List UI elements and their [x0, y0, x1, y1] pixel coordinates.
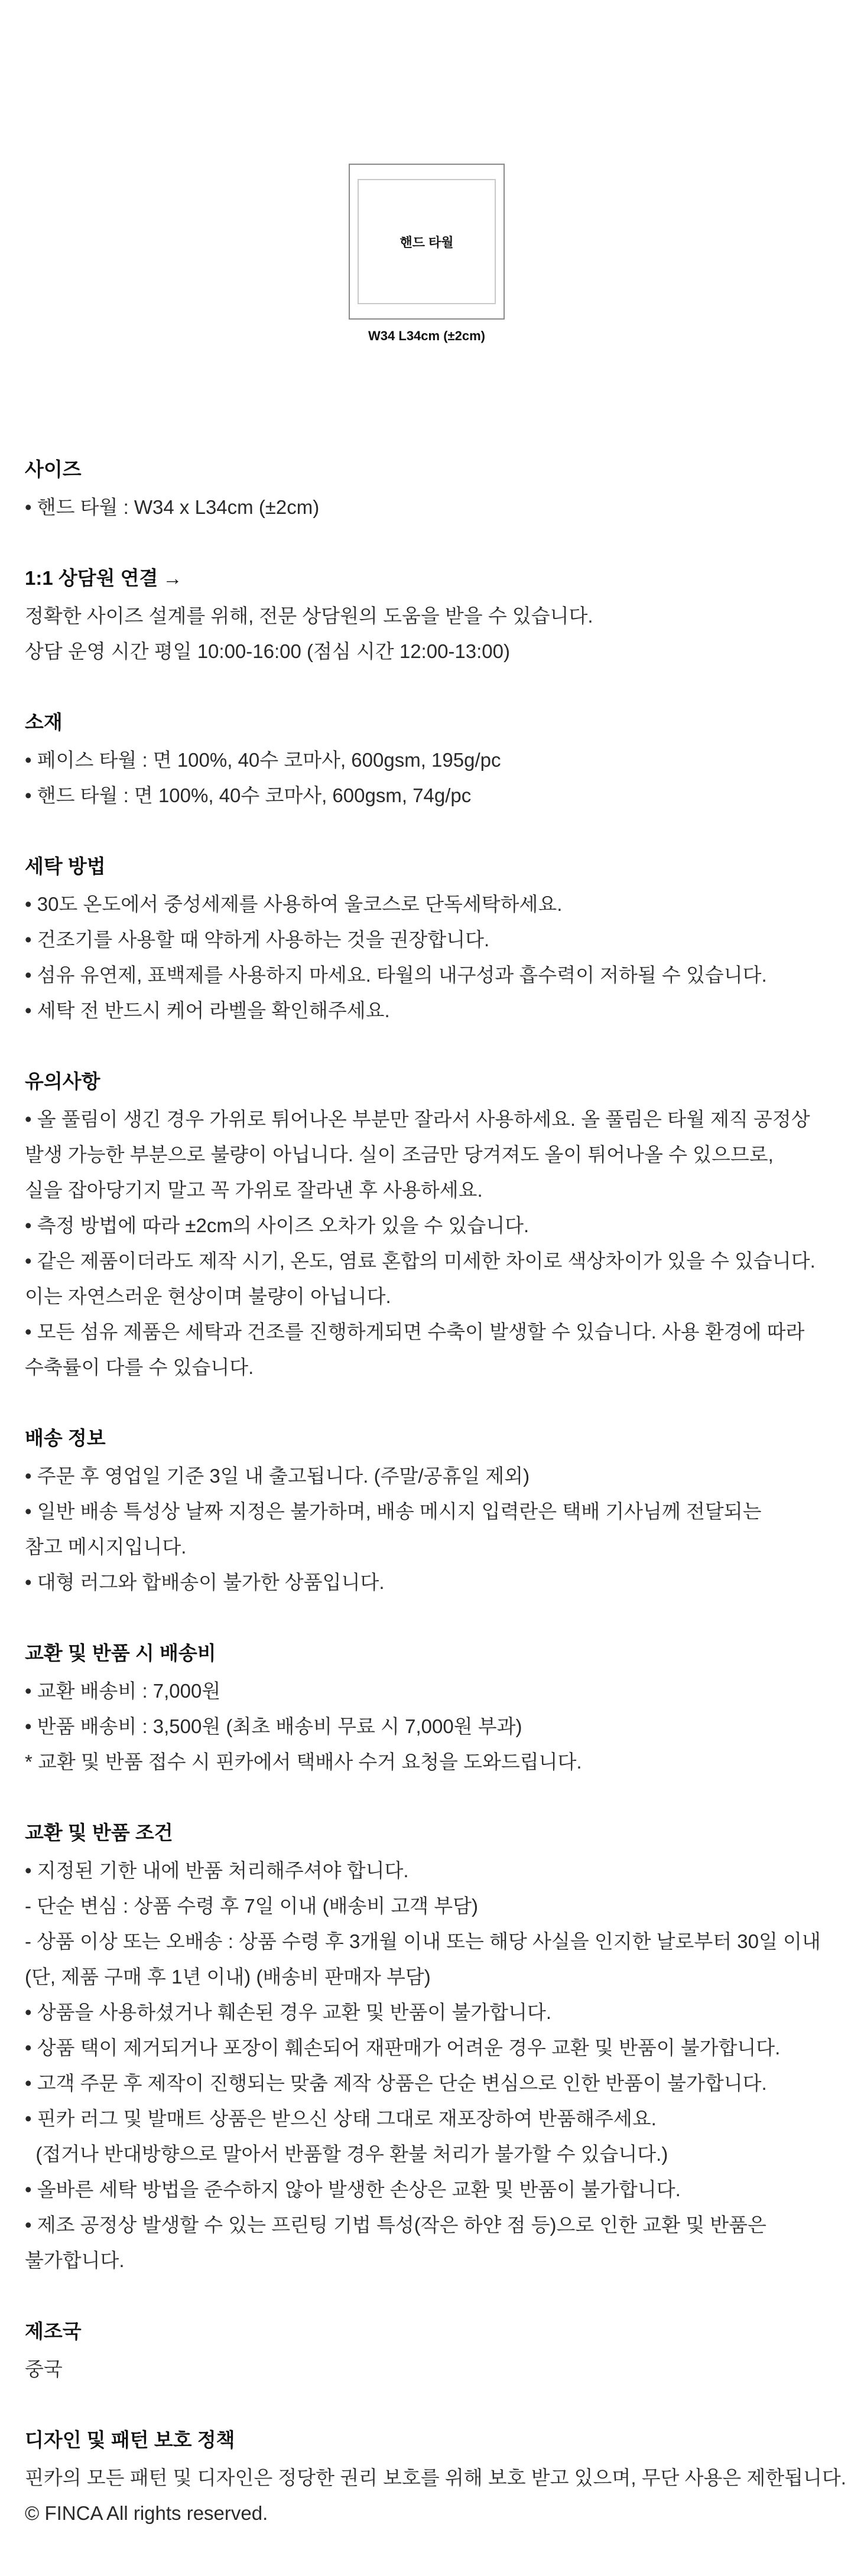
consult-link[interactable]: [25, 561, 829, 596]
return-condition-line: • 올바른 세탁 방법을 준수하지 않아 발생한 손상은 교환 및 반품이 불가합니다.: [25, 2178, 681, 2200]
return-condition-line: • 고객 주문 후 제작이 진행되는 맞춤 제작 상품은 단순 변심으로 인한 반품이 불가합니다.: [25, 2072, 767, 2094]
return-condition-line: • 핀카 러그 및 발매트 상품은 받으신 상태 그대로 재포장하여 반품해주세요.: [25, 2108, 657, 2129]
diagram-label: 핸드 타월: [399, 235, 454, 250]
washing-line: • 30도 온도에서 중성세제를 사용하여 울코스로 단독세탁하세요.: [25, 893, 563, 915]
return-condition-line: - 단순 변심 : 상품 수령 후 7일 이내 (배송비 고객 부담): [25, 1895, 479, 1917]
section-shipping: [25, 1421, 829, 1600]
copyright-line: © FINCA All rights reserved.: [25, 2502, 268, 2524]
return-condition-line: • 상품 택이 제거되거나 포장이 훼손되어 재판매가 어려운 경우 교환 및 반품이 불가합니다.: [25, 2037, 781, 2059]
return-condition-line: • 제조 공정상 발생할 수 있는 프린팅 기법 특성(작은 하얀 점 등)으로 인한 교환 및 반품은: [25, 2214, 766, 2236]
section-return-fee: [25, 1636, 829, 1780]
design-policy-line: 핀카의 모든 패턴 및 디자인은 정당한 권리 보호를 위해 보호 받고 있으며, 무단 사용은 제한됩니다.: [25, 2467, 846, 2489]
size-line: • 핸드 타월 : W34 x L34cm (±2cm): [25, 496, 320, 518]
return-fee-line: • 반품 배송비 : 3,500원 (최초 배송비 무료 시 7,000원 부과): [25, 1715, 522, 1737]
shipping-line: 참고 메시지입니다.: [25, 1536, 187, 1558]
return-fee-line: • 교환 배송비 : 7,000원: [25, 1680, 221, 1702]
return-fee-line: * 교환 및 반품 접수 시 핀카에서 택배사 수거 요청을 도와드립니다.: [25, 1751, 582, 1773]
section-material: [25, 705, 829, 813]
return-condition-line: (단, 제품 구매 후 1년 이내) (배송비 판매자 부담): [25, 1966, 431, 1988]
washing-line: • 섬유 유연제, 표백제를 사용하지 마세요. 타월의 내구성과 흡수력이 저하될 수 있습니다.: [25, 964, 767, 986]
section-title-origin: 제조국: [25, 2320, 82, 2342]
caution-line: 이는 자연스러운 현상이며 불량이 아닙니다.: [25, 1285, 391, 1307]
return-condition-line: - 상품 이상 또는 오배송 : 상품 수령 후 3개월 이내 또는 해당 사실을 인지한 날로부터 30일 이내: [25, 1930, 821, 1952]
section-title-shipping: 배송 정보: [25, 1427, 106, 1449]
consult-line: 상담 운영 시간 평일 10:00-16:00 (점심 시간 12:00-13:00): [25, 640, 510, 662]
shipping-line: • 일반 배송 특성상 날짜 지정은 불가하며, 배송 메시지 입력란은 택배 기사님께 전달되는: [25, 1500, 762, 1522]
material-line: • 페이스 타월 : 면 100%, 40수 코마사, 600gsm, 195g/pc: [25, 749, 501, 771]
diagram-dimension-caption: W34 L34cm (±2cm): [368, 328, 485, 343]
caution-line: 수축률이 다를 수 있습니다.: [25, 1356, 254, 1378]
consult-line: 정확한 사이즈 설계를 위해, 전문 상담원의 도움을 받을 수 있습니다.: [25, 605, 593, 627]
return-condition-line: • 상품을 사용하셨거나 훼손된 경우 교환 및 반품이 불가합니다.: [25, 2001, 552, 2023]
washing-line: • 건조기를 사용할 때 약하게 사용하는 것을 권장합니다.: [25, 929, 490, 950]
origin-line: 중국: [25, 2358, 63, 2380]
section-title-material: 소재: [25, 711, 63, 733]
section-title-consult[interactable]: 1:1 상담원 연결: [25, 567, 158, 589]
caution-line: 발생 가능한 부분으로 불량이 아닙니다. 실이 조금만 당겨져도 올이 튀어나올 수 있으므로,: [25, 1144, 774, 1165]
caution-line: • 올 풀림이 생긴 경우 가위로 튀어나온 부분만 잘라서 사용하세요. 올 풀림은 타월 제직 공정상: [25, 1108, 810, 1130]
caution-line: • 모든 섬유 제품은 세탁과 건조를 진행하게되면 수축이 발생할 수 있습니다. 사용 환경에 따라: [25, 1321, 805, 1343]
hand-towel-outline: [358, 179, 496, 304]
section-origin: [25, 2314, 829, 2387]
section-consult: [25, 561, 829, 669]
return-condition-line: • 지정된 기한 내에 반품 처리해주셔야 합니다.: [25, 1859, 409, 1881]
section-caution: [25, 1064, 829, 1385]
section-title-size: 사이즈: [25, 458, 82, 480]
hand-towel-size-diagram: [349, 164, 505, 320]
product-info-content: [25, 452, 846, 2567]
caution-line: 실을 잡아당기지 말고 꼭 가위로 잘라낸 후 사용하세요.: [25, 1179, 483, 1201]
return-condition-line: 불가합니다.: [25, 2249, 125, 2271]
caution-line: • 측정 방법에 따라 ±2cm의 사이즈 오차가 있을 수 있습니다.: [25, 1214, 530, 1236]
washing-line: • 세탁 전 반드시 케어 라벨을 확인해주세요.: [25, 999, 390, 1021]
section-title-caution: 유의사항: [25, 1070, 100, 1092]
shipping-line: • 주문 후 영업일 기준 3일 내 출고됩니다. (주말/공휴일 제외): [25, 1465, 530, 1487]
shipping-line: • 대형 러그와 합배송이 불가한 상품입니다.: [25, 1571, 385, 1593]
section-size: [25, 452, 829, 525]
section-design-policy: [25, 2422, 846, 2531]
section-title-return-conditions: 교환 및 반품 조건: [25, 1822, 173, 1844]
return-condition-line: (접거나 반대방향으로 말아서 반품할 경우 환불 처리가 불가할 수 있습니다.): [25, 2143, 668, 2165]
caution-line: • 같은 제품이더라도 제작 시기, 온도, 염료 혼합의 미세한 차이로 색상차이가 있을 수 있습니다.: [25, 1250, 816, 1272]
section-return-conditions: [25, 1815, 829, 2278]
section-title-return-fee: 교환 및 반품 시 배송비: [25, 1642, 216, 1664]
section-washing: [25, 849, 829, 1028]
section-title-design-policy: 디자인 및 패턴 보호 정책: [25, 2429, 235, 2451]
material-line: • 핸드 타월 : 면 100%, 40수 코마사, 600gsm, 74g/pc: [25, 784, 472, 806]
arrow-right-icon[interactable]: →: [163, 567, 183, 589]
section-title-washing: 세탁 방법: [25, 855, 106, 877]
